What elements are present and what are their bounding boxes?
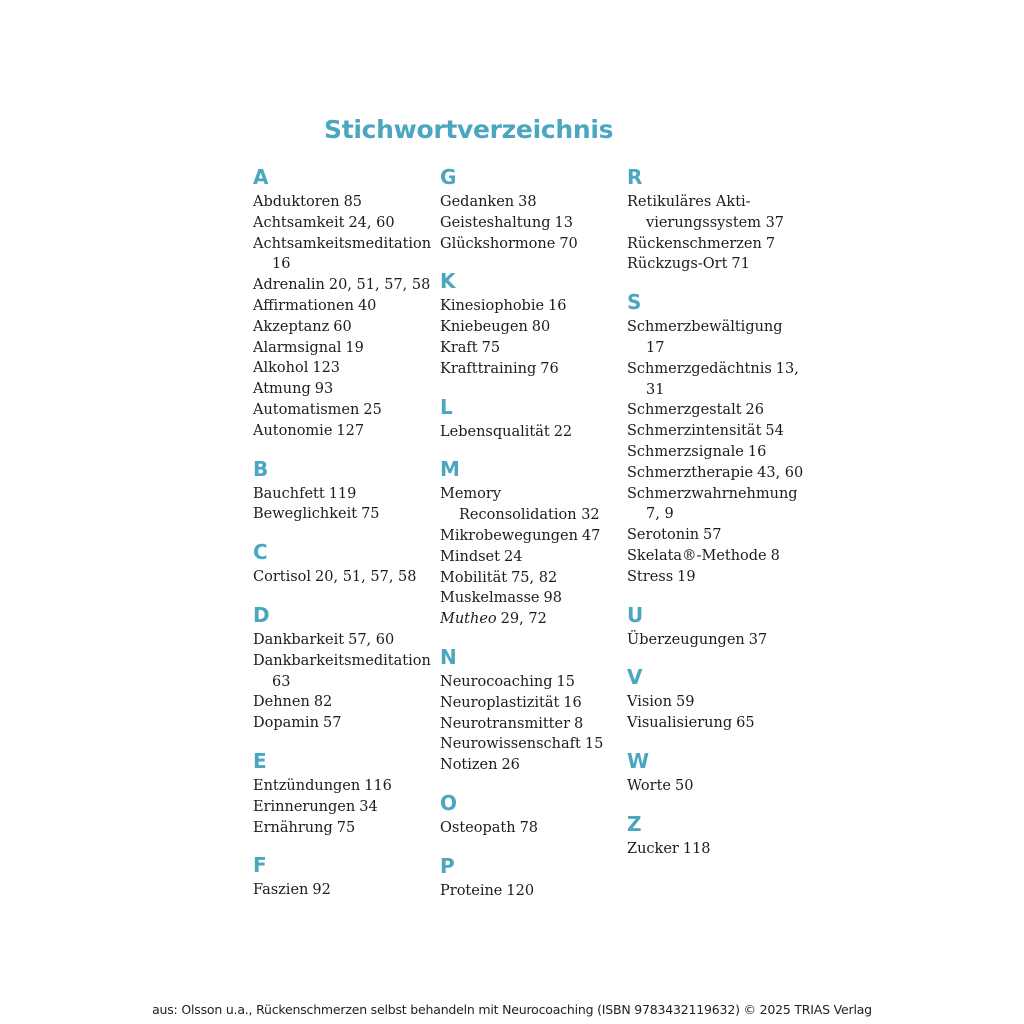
index-page-numbers: 93 <box>314 381 334 398</box>
index-term: Achtsamkeitsmeditation <box>253 235 432 252</box>
index-entry <box>440 317 620 338</box>
index-entry <box>440 881 620 902</box>
index-term: Alkohol <box>253 360 309 377</box>
index-term: Schmerzgestalt <box>627 402 742 419</box>
index-letter-heading: A <box>253 165 269 189</box>
index-entry <box>440 755 620 776</box>
index-term: Abduktoren <box>253 194 340 210</box>
index-entry <box>627 630 807 651</box>
index-entry <box>440 484 620 526</box>
index-letter-heading: L <box>440 394 453 419</box>
index-letter-heading: K <box>440 269 456 294</box>
index-page-numbers: 7 <box>765 235 776 252</box>
index-entry <box>253 504 433 525</box>
index-letter-heading: V <box>627 665 643 690</box>
index-entry <box>627 192 807 234</box>
index-entry <box>627 359 807 401</box>
index-term: Schmerzwahrnehmung <box>627 485 798 502</box>
index-term: Krafttraining <box>440 360 537 377</box>
index-term: Notizen <box>440 757 498 774</box>
index-page-numbers: 22 <box>553 423 573 440</box>
index-term: Mutheo <box>440 611 497 628</box>
index-page-numbers: 85 <box>343 194 363 210</box>
index-page-numbers: 19 <box>677 568 696 585</box>
index-letter-heading: R <box>627 165 643 189</box>
index-entry <box>627 776 807 797</box>
index-term: Neuroplastizität <box>440 694 560 711</box>
index-page-numbers: 57 <box>703 527 722 544</box>
index-page-numbers: 119 <box>328 485 357 502</box>
index-entry <box>253 713 433 734</box>
index-page-numbers: 75 <box>336 819 356 836</box>
index-entry <box>253 818 433 839</box>
index-term: Lebensqualität <box>440 423 550 440</box>
index-entry <box>440 734 620 755</box>
index-page-numbers: 29, 72 <box>500 611 547 628</box>
index-entry <box>253 358 433 379</box>
index-page-numbers: 76 <box>540 360 559 377</box>
index-entry <box>440 192 620 213</box>
index-entry <box>627 421 807 442</box>
index-entry <box>440 526 620 547</box>
index-entry <box>440 588 620 609</box>
index-entry <box>440 568 620 589</box>
index-letter-heading: B <box>253 456 269 481</box>
index-letter-heading: N <box>440 644 457 669</box>
index-column-2 <box>440 162 620 902</box>
index-entry <box>627 567 807 588</box>
index-page-numbers: 70 <box>559 235 578 252</box>
index-entry <box>253 630 433 651</box>
index-entry <box>253 379 433 400</box>
index-letter-heading: M <box>440 457 460 482</box>
index-page-numbers: 60 <box>333 318 352 335</box>
index-page-numbers: 71 <box>731 256 750 273</box>
index-entry <box>253 421 433 442</box>
index-entry <box>627 839 807 860</box>
index-entry <box>627 525 807 546</box>
index-entry <box>253 692 433 713</box>
index-page-numbers: 78 <box>519 819 539 836</box>
index-letter-heading: S <box>627 290 642 315</box>
index-letter-heading: Z <box>627 811 642 836</box>
index-letter-heading: E <box>253 748 267 773</box>
index-letter-heading: P <box>440 853 455 878</box>
index-column-1 <box>253 162 433 901</box>
index-entry <box>440 359 620 380</box>
index-entry <box>627 317 807 359</box>
index-page-numbers: 25 <box>363 401 382 418</box>
index-term: Skelata®-Methode <box>627 547 767 564</box>
index-entry <box>253 400 433 421</box>
index-term: Faszien <box>253 882 309 899</box>
index-term: Erinnerungen <box>253 798 356 815</box>
index-page-numbers: 26 <box>501 757 520 774</box>
index-letter-heading: U <box>627 602 644 627</box>
index-term: Schmerzsignale <box>627 443 744 460</box>
index-term: Mikrobewegungen <box>440 527 578 544</box>
index-entry <box>627 546 807 567</box>
index-entry-continuation: 63 <box>272 673 291 690</box>
index-term: Schmerzbewältigung <box>627 319 783 336</box>
index-letter-heading: F <box>253 853 267 878</box>
index-entry <box>440 234 620 255</box>
index-term: Adrenalin <box>253 277 325 294</box>
index-page-numbers: 13 <box>554 214 573 231</box>
index-entry <box>440 547 620 568</box>
index-term: Autonomie <box>253 422 333 439</box>
index-page-numbers: 40 <box>357 297 377 314</box>
index-entry <box>440 422 620 443</box>
index-entry <box>627 442 807 463</box>
index-page-numbers: 57 <box>323 715 342 732</box>
index-page-numbers: 16 <box>548 298 567 315</box>
index-page-numbers: 8 <box>574 715 584 732</box>
index-page-numbers: 120 <box>506 882 535 899</box>
index-entry <box>627 234 807 255</box>
index-entry <box>253 880 433 901</box>
index-page-numbers: 20, 51, 57, 58 <box>315 569 417 586</box>
index-entry <box>440 818 620 839</box>
index-page-numbers: 118 <box>682 840 711 857</box>
index-term: Worte <box>627 777 671 794</box>
index-term: Memory <box>440 486 502 503</box>
index-term: Dehnen <box>253 694 310 711</box>
index-page-numbers: 75 <box>361 506 380 523</box>
index-page-numbers: 54 <box>765 423 784 440</box>
index-page-numbers: 98 <box>543 590 562 607</box>
index-term: Überzeugungen <box>627 631 745 648</box>
index-term: Dankbarkeitsmeditation <box>253 652 431 669</box>
index-entry <box>253 296 433 317</box>
index-entry <box>253 651 433 693</box>
index-term: Neurowissenschaft <box>440 736 581 753</box>
index-entry <box>627 713 807 734</box>
index-term: Zucker <box>627 840 679 857</box>
index-column-3 <box>627 162 807 860</box>
index-page-numbers: 26 <box>745 402 764 419</box>
index-page-numbers: 13, <box>775 360 799 377</box>
page-title: Stichwortverzeichnis <box>324 115 614 144</box>
index-term: Cortisol <box>253 569 312 586</box>
index-page-numbers: 75, 82 <box>511 569 558 586</box>
index-entry <box>627 254 807 275</box>
index-term: Geisteshaltung <box>440 214 551 231</box>
index-term: Osteopath <box>440 819 516 836</box>
index-term: Neurotransmitter <box>440 715 571 732</box>
index-entry <box>440 672 620 693</box>
index-entry-continuation: 7, 9 <box>646 506 674 523</box>
index-term: Dankbarkeit <box>253 631 345 648</box>
index-page-numbers: 59 <box>676 694 695 711</box>
index-page-numbers: 24, 60 <box>348 214 395 231</box>
index-term: Serotonin <box>627 527 700 544</box>
index-page-numbers: 15 <box>584 736 604 753</box>
index-entry <box>253 797 433 818</box>
index-entry <box>253 484 433 505</box>
index-page-numbers: 24 <box>503 548 523 565</box>
index-entry-continuation: vierungssystem 37 <box>646 214 785 231</box>
index-term: Dopamin <box>253 715 320 732</box>
index-term: Gedanken <box>440 194 515 210</box>
index-term: Retikuläres Akti- <box>627 194 751 210</box>
index-entry <box>253 234 433 276</box>
index-page-numbers: 19 <box>345 339 364 356</box>
index-term: Alarmsignal <box>253 339 342 356</box>
index-term: Entzündungen <box>253 777 361 794</box>
index-page-numbers: 65 <box>736 715 755 732</box>
index-page-numbers: 38 <box>518 194 537 210</box>
index-entry <box>627 692 807 713</box>
source-footer: aus: Olsson u.a., Rückenschmerzen selbst behandeln mit Neurocoaching (ISBN 9783432119632) © 2025 TRIAS Verlag <box>152 1002 872 1017</box>
index-entry <box>440 338 620 359</box>
index-entry-continuation: 17 <box>646 339 665 356</box>
index-term: Ernährung <box>253 819 333 836</box>
index-entry <box>253 776 433 797</box>
index-term: Atmung <box>253 381 311 398</box>
index-term: Kinesiophobie <box>440 298 545 315</box>
index-page-numbers: 16 <box>563 694 582 711</box>
index-entry <box>253 338 433 359</box>
index-term: Akzeptanz <box>253 318 330 335</box>
index-page-numbers: 75 <box>481 339 501 356</box>
index-term: Stress <box>627 568 674 585</box>
index-page-numbers: 82 <box>313 694 333 711</box>
index-term: Mindset <box>440 548 500 565</box>
index-entry <box>627 484 807 526</box>
index-letter-heading: D <box>253 602 270 627</box>
index-letter-heading: C <box>253 540 268 565</box>
index-term: Rückzugs-Ort <box>627 256 728 273</box>
index-term: Proteine <box>440 882 503 899</box>
index-term: Affirmationen <box>253 297 354 314</box>
index-page-numbers: 16 <box>747 443 767 460</box>
index-page-numbers: 20, 51, 57, 58 <box>328 277 431 294</box>
index-entry <box>253 317 433 338</box>
index-term: Beweglichkeit <box>253 506 358 523</box>
index-entry <box>440 296 620 317</box>
index-page-numbers: 127 <box>336 422 365 439</box>
index-entry-continuation: Reconsolidation 32 <box>459 507 600 524</box>
index-term: Schmerzintensität <box>627 423 762 440</box>
index-term: Muskelmasse <box>440 590 540 607</box>
index-term: Schmerzgedächtnis <box>627 360 772 377</box>
index-letter-heading: O <box>440 790 458 815</box>
index-page-numbers: 34 <box>359 798 378 815</box>
index-page-numbers: 57, 60 <box>348 631 395 648</box>
index-term: Rückenschmerzen <box>627 235 762 252</box>
index-entry <box>253 275 433 296</box>
index-entry-continuation: 16 <box>272 256 291 273</box>
index-entry <box>627 400 807 421</box>
index-page-numbers: 47 <box>581 527 601 544</box>
index-entry <box>440 213 620 234</box>
index-page-numbers: 50 <box>675 777 694 794</box>
index-page-numbers: 123 <box>312 360 341 377</box>
index-page-numbers: 8 <box>770 547 780 564</box>
index-page-numbers: 15 <box>556 673 575 690</box>
index-entry <box>253 213 433 234</box>
index-term: Achtsamkeit <box>253 214 345 231</box>
index-page-numbers: 116 <box>364 777 392 794</box>
index-entry <box>440 609 620 630</box>
index-term: Neurocoaching <box>440 673 553 690</box>
index-term: Bauchfett <box>253 485 325 502</box>
index-entry <box>440 714 620 735</box>
index-page-numbers: 43, 60 <box>757 464 804 481</box>
index-term: Kraft <box>440 339 478 356</box>
index-entry <box>253 192 433 213</box>
index-term: Automatismen <box>253 401 360 418</box>
index-page-numbers: 80 <box>531 319 551 336</box>
index-entry <box>440 693 620 714</box>
index-term: Vision <box>627 694 673 711</box>
index-page-numbers: 92 <box>312 882 331 899</box>
index-page-numbers: 37 <box>748 631 768 648</box>
index-entry <box>627 463 807 484</box>
index-term: Schmerztherapie <box>627 464 754 481</box>
index-letter-heading: W <box>627 748 650 773</box>
index-term: Visualisierung <box>627 715 733 732</box>
index-term: Mobilität <box>440 569 508 586</box>
index-entry <box>253 567 433 588</box>
index-term: Glückshormone <box>440 235 556 252</box>
index-entry-continuation: 31 <box>646 381 665 398</box>
index-term: Kniebeugen <box>440 319 528 336</box>
index-letter-heading: G <box>440 165 457 189</box>
